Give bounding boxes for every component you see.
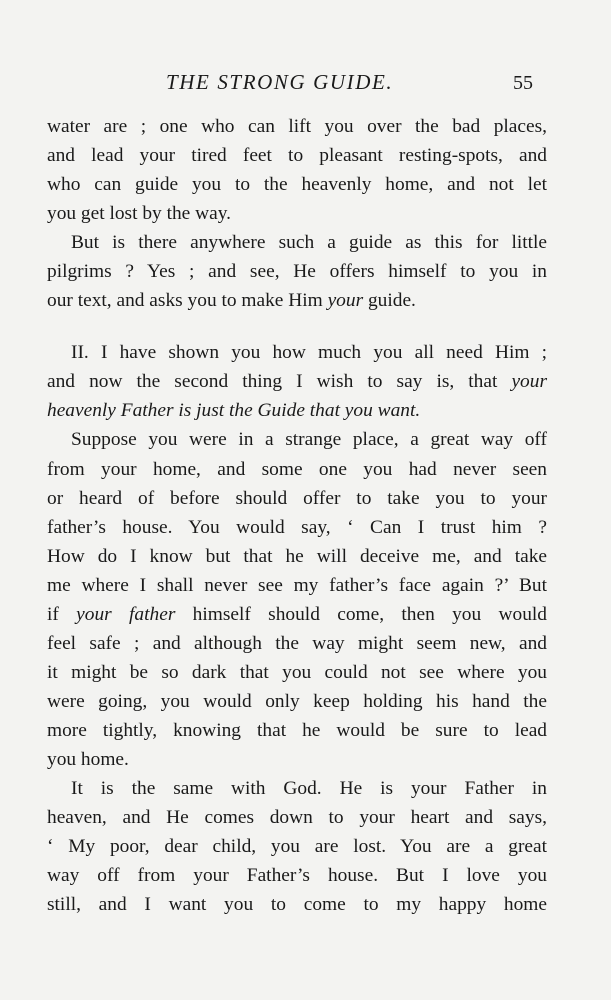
running-head: [0, 70, 611, 98]
section-gap: [47, 315, 547, 338]
text-line: more tightly, knowing that he would be sure to lead: [47, 719, 547, 741]
text-line: water are ; one who can lift you over the bad places,: [47, 116, 547, 137]
text-line: or heard of before should offer to take you to your: [47, 487, 547, 509]
text-line: and lead your tired feet to pleasant resting-spots, and: [47, 145, 547, 167]
text-run: guide.: [363, 290, 416, 312]
text-run: our text, and asks you to make Him: [47, 290, 328, 312]
paragraph: [47, 228, 547, 315]
italic-text: your: [511, 371, 547, 393]
text-line: who can guide you to the heavenly home, and not let: [47, 174, 547, 196]
text-line: Suppose you were in a strange place, a great way off: [71, 429, 547, 451]
text-run: himself should come, then you would: [175, 603, 547, 625]
text-line: II. I have shown you how much you all need Him ;: [71, 342, 547, 364]
text-line: feel safe ; and although the way might seem new, and: [47, 632, 547, 654]
text-line: But is there anywhere such a guide as this for little: [71, 232, 547, 254]
text-line: pilgrims ? Yes ; and see, He offers himself to you in: [47, 261, 547, 283]
page-number: 55: [513, 72, 533, 94]
paragraph-continued: [47, 112, 547, 228]
paragraph-section-ii: [47, 338, 547, 425]
text-line: It is the same with God. He is your Father in: [71, 778, 547, 800]
text-line: you home.: [47, 748, 129, 770]
text-line: heaven, and He comes down to your heart and says,: [47, 807, 547, 829]
text-line: [47, 396, 547, 425]
italic-text: heavenly Father is just the Guide that you want.: [47, 400, 421, 422]
text-line: ‘ My poor, dear child, you are lost. You are a great: [47, 836, 547, 858]
italic-text: your father: [76, 603, 176, 625]
text-line: were going, you would only keep holding his hand the: [47, 690, 547, 712]
text-run: if: [47, 603, 77, 625]
paragraph: [47, 425, 547, 774]
text-run: and now the second thing I wish to say is, that: [47, 371, 512, 393]
text-line: way off from your Father’s house. But I love you: [47, 865, 547, 887]
running-title: THE STRONG GUIDE.: [166, 70, 394, 94]
text-line: [47, 286, 547, 315]
text-line: still, and I want you to come to my happy home: [47, 894, 547, 916]
text-line: it might be so dark that you could not see where you: [47, 661, 547, 683]
text-line: me where I shall never see my father’s face again ?’ But: [47, 574, 547, 596]
text-line: from your home, and some one you had never seen: [47, 458, 547, 480]
text-line: How do I know but that he will deceive me, and take: [47, 545, 547, 567]
text-line: [47, 367, 547, 396]
body-text: [47, 112, 547, 919]
text-line: you get lost by the way.: [47, 203, 232, 225]
paragraph: [47, 774, 547, 919]
text-line: [47, 600, 547, 629]
text-line: father’s house. You would say, ‘ Can I trust him ?: [47, 516, 547, 538]
italic-text: your: [327, 290, 364, 312]
